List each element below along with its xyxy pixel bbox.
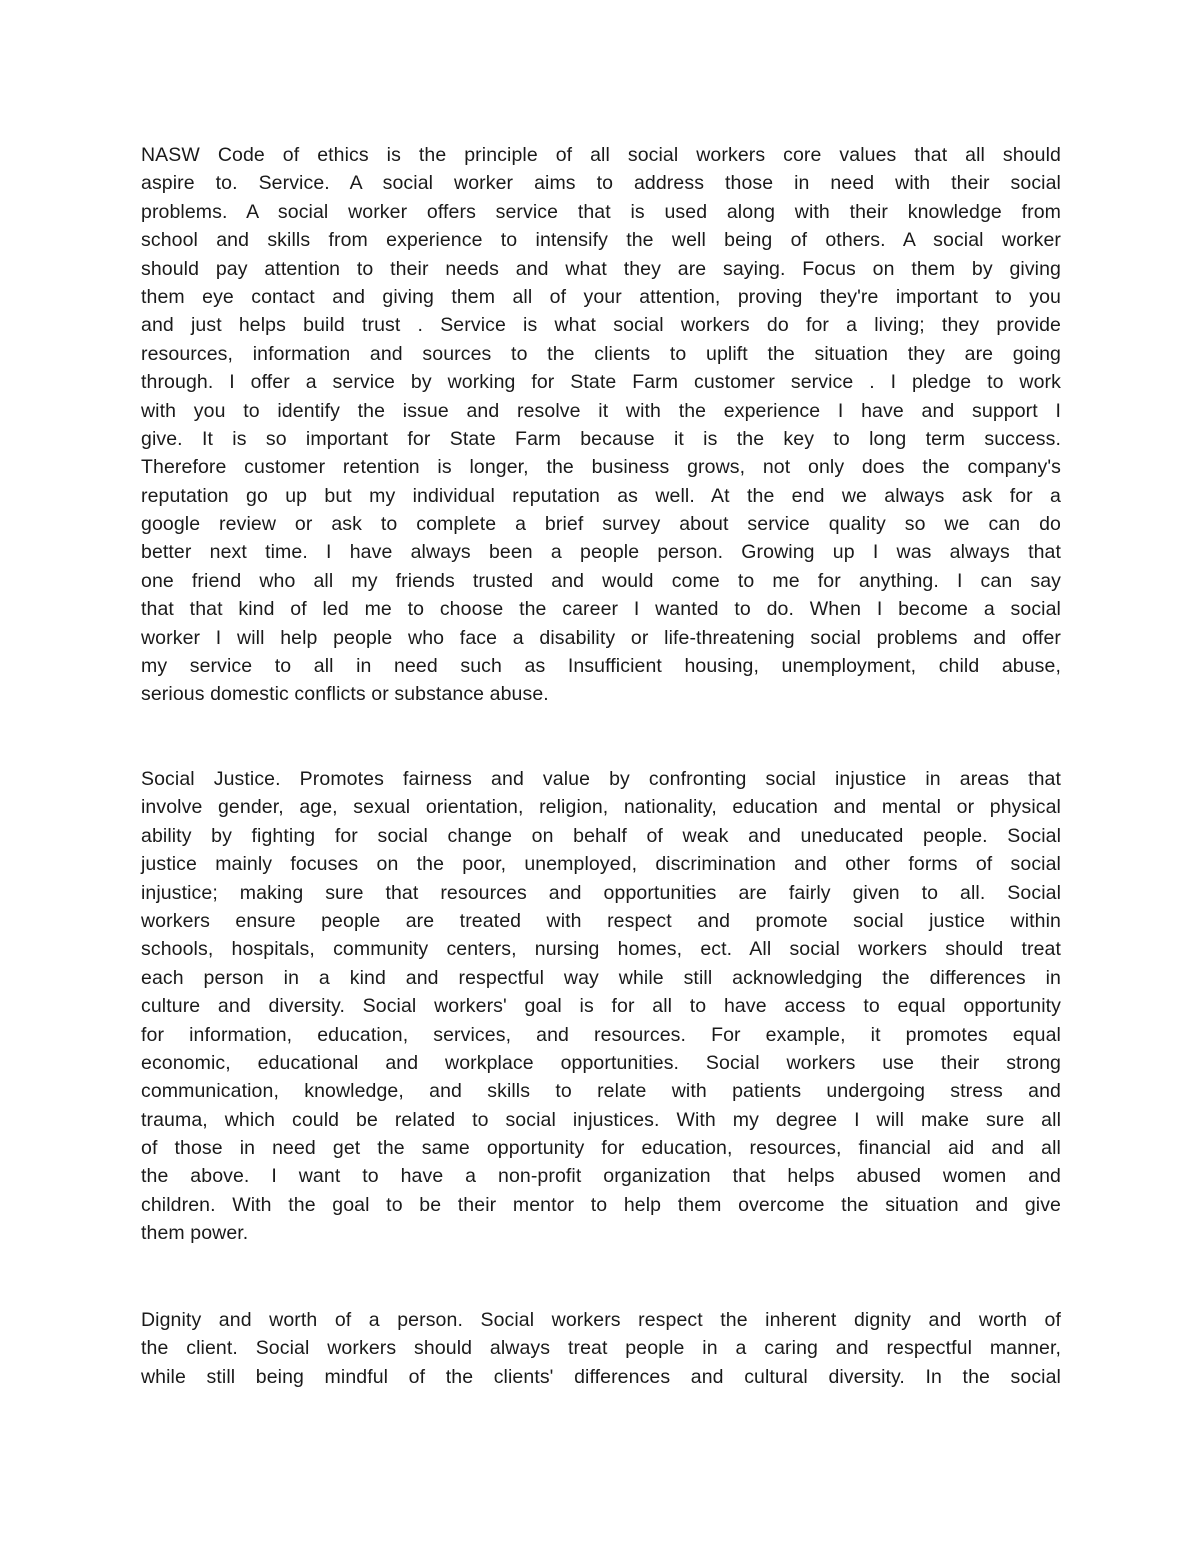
text-line: children. With the goal to be their mentor to help them overcome the situation and give bbox=[141, 1193, 1061, 1216]
text-line: that that kind of led me to choose the career I wanted to do. When I become a social bbox=[141, 598, 1061, 621]
text-line: aspire to. Service. A social worker aims to address those in need with their social bbox=[141, 172, 1061, 195]
text-line: serious domestic conflicts or substance abuse. bbox=[141, 683, 549, 706]
text-line: Social Justice. Promotes fairness and value by confronting social injustice in areas that bbox=[141, 768, 1061, 790]
paragraph-dignity-and-worth bbox=[141, 1306, 1061, 1391]
text-line: the client. Social workers should always treat people in a caring and respectful manner, bbox=[141, 1337, 1061, 1360]
text-line: culture and diversity. Social workers' goal is for all to have access to equal opportunity bbox=[141, 995, 1061, 1018]
text-line: them eye contact and giving them all of your attention, proving they're important to you bbox=[141, 285, 1061, 308]
text-line: ability by fighting for social change on behalf of weak and uneducated people. Social bbox=[141, 824, 1061, 847]
paragraph-service bbox=[141, 141, 1061, 709]
text-line: NASW Code of ethics is the principle of all social workers core values that all should bbox=[141, 144, 1061, 166]
text-line: my service to all in need such as Insufficient housing, unemployment, child abuse, bbox=[141, 655, 1061, 678]
text-line: school and skills from experience to intensify the well being of others. A social worker bbox=[141, 229, 1061, 252]
text-line: reputation go up but my individual reputation as well. At the end we always ask for a bbox=[141, 484, 1061, 507]
text-line: of those in need get the same opportunity for education, resources, financial aid and all bbox=[141, 1137, 1061, 1160]
text-line: give. It is so important for State Farm because it is the key to long term success. bbox=[141, 427, 1061, 450]
paragraph-social-justice bbox=[141, 765, 1061, 1248]
text-line: economic, educational and workplace opportunities. Social workers use their strong bbox=[141, 1051, 1061, 1074]
text-line: them power. bbox=[141, 1222, 249, 1245]
text-line: injustice; making sure that resources and opportunities are fairly given to all. Social bbox=[141, 881, 1061, 904]
text-line: resources, information and sources to the clients to uplift the situation they are going bbox=[141, 342, 1061, 365]
text-line: involve gender, age, sexual orientation, religion, nationality, education and mental or physical bbox=[141, 796, 1061, 819]
text-line: workers ensure people are treated with respect and promote social justice within bbox=[141, 909, 1061, 932]
text-line: should pay attention to their needs and what they are saying. Focus on them by giving bbox=[141, 257, 1061, 280]
text-line: each person in a kind and respectful way while still acknowledging the differences in bbox=[141, 966, 1061, 989]
text-line: for information, education, services, and resources. For example, it promotes equal bbox=[141, 1023, 1061, 1046]
text-line: and just helps build trust . Service is what social workers do for a living; they provide bbox=[141, 314, 1061, 337]
text-line: worker I will help people who face a disability or life-threatening social problems and offer bbox=[141, 626, 1061, 649]
text-line: while still being mindful of the clients' differences and cultural diversity. In the social bbox=[141, 1365, 1061, 1388]
text-line: Dignity and worth of a person. Social workers respect the inherent dignity and worth of bbox=[141, 1309, 1061, 1331]
text-line: justice mainly focuses on the poor, unemployed, discrimination and other forms of social bbox=[141, 853, 1061, 876]
text-line: trauma, which could be related to social injustices. With my degree I will make sure all bbox=[141, 1108, 1061, 1131]
text-line: Therefore customer retention is longer, the business grows, not only does the company's bbox=[141, 456, 1061, 479]
text-line: the above. I want to have a non-profit organization that helps abused women and bbox=[141, 1165, 1061, 1188]
text-line: with you to identify the issue and resolve it with the experience I have and support I bbox=[141, 399, 1061, 422]
text-line: problems. A social worker offers service that is used along with their knowledge from bbox=[141, 200, 1061, 223]
text-line: better next time. I have always been a people person. Growing up I was always that bbox=[141, 541, 1061, 564]
text-line: google review or ask to complete a brief survey about service quality so we can do bbox=[141, 513, 1061, 536]
text-line: one friend who all my friends trusted and would come to me for anything. I can say bbox=[141, 569, 1061, 592]
text-line: through. I offer a service by working for State Farm customer service . I pledge to work bbox=[141, 371, 1061, 394]
text-line: schools, hospitals, community centers, nursing homes, ect. All social workers should treat bbox=[141, 938, 1061, 961]
text-line: communication, knowledge, and skills to relate with patients undergoing stress and bbox=[141, 1080, 1061, 1103]
